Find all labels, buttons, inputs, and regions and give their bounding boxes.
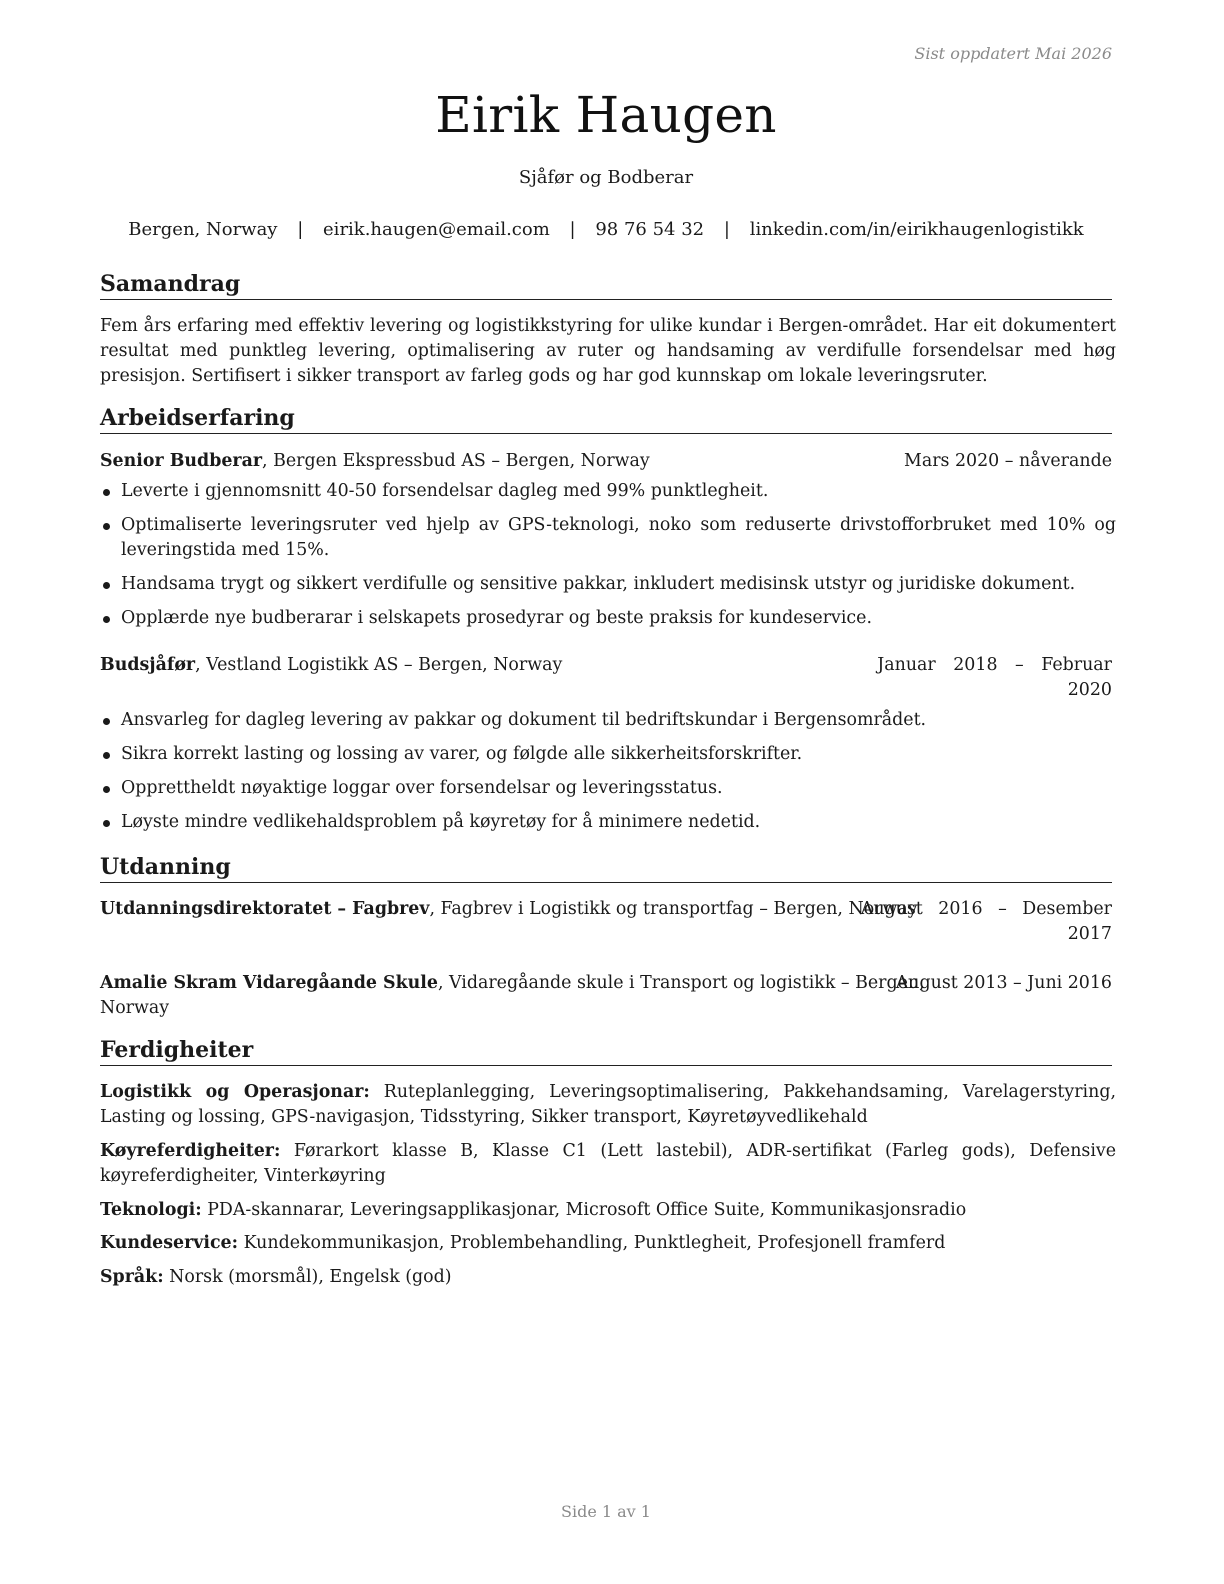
education-title-line [100, 971, 925, 1021]
skill-text: Kundekommunikasjon, Problembehandling, Punktlegheit, Profesjonell framferd [238, 1233, 946, 1253]
bullet-text: Ansvarleg for dagleg levering av pakkar og dokument til bedriftskundar i Bergensområdet. [121, 710, 927, 730]
education-entry [100, 897, 1112, 947]
bullet-icon [103, 718, 110, 725]
education-school: Utdanningsdirektoratet – Fagbrev [100, 899, 430, 919]
education-detail: , Vidaregåande skule i Transport og logistikk – Bergen, [437, 973, 925, 993]
bullet-icon [103, 489, 110, 496]
resume-page [100, 0, 1116, 1584]
candidate-name: Eirik Haugen [435, 86, 777, 144]
skill-text: Norsk (morsmål), Engelsk (god) [163, 1267, 452, 1287]
section-title-summary: Samandrag [100, 270, 1112, 300]
job-company: , Vestland Logistikk AS – Bergen, Norway [195, 655, 563, 675]
job-dates [877, 653, 1112, 703]
job-dates-line: Januar 2018 – Februar [877, 655, 1112, 675]
job-header [100, 653, 1112, 703]
skill-text: PDA-skannarar, Leveringsapplikasjonar, Microsoft Office Suite, Kommunikasjonsradio [201, 1200, 967, 1220]
education-dates [861, 897, 1112, 947]
page-number: Side 1 av 1 [561, 1502, 651, 1521]
contact-separator: | [297, 219, 304, 240]
list-item [100, 810, 1116, 835]
job-position: Senior Budberar [100, 451, 263, 471]
list-item [100, 572, 1116, 597]
skill-label: Kundeservice: [100, 1233, 239, 1253]
bullet-icon [103, 820, 110, 827]
list-item [100, 606, 1116, 631]
job-title-line [100, 449, 650, 474]
skill-row [100, 1231, 1116, 1256]
section-title-education: Utdanning [100, 853, 1112, 883]
skill-label: Språk: [100, 1267, 164, 1287]
bullet-text: Optimaliserte leveringsruter ved hjelp av GPS-teknologi, noko som reduserte drivstofforbruket med 10% og leveringstida med 15%. [121, 515, 1116, 560]
bullet-text: Handsama trygt og sikkert verdifulle og sensitive pakkar, inkludert medisinsk utstyr og juridiske dokument. [121, 574, 1076, 594]
skill-row [100, 1080, 1116, 1130]
bullet-icon [103, 786, 110, 793]
contact-email[interactable]: eirik.haugen@email.com [323, 219, 550, 240]
list-item [100, 776, 1116, 801]
contact-separator: | [723, 219, 730, 240]
job-dates-line: 2020 [1067, 680, 1112, 700]
education-dates: August 2013 – Juni 2016 [895, 973, 1112, 993]
contact-location: Bergen, Norway [128, 219, 278, 240]
skill-label: Logistikk og Operasjonar: [100, 1082, 370, 1102]
candidate-role: Sjåfør og Bodberar [518, 167, 694, 188]
education-school: Amalie Skram Vidaregåande Skule [100, 973, 438, 993]
skill-label: Teknologi: [100, 1200, 202, 1220]
education-title-line [100, 897, 918, 922]
job-dates: Mars 2020 – nåverande [904, 451, 1112, 471]
education-entry [100, 971, 1112, 1021]
skill-text: Førarkort klasse B, Klasse C1 (Lett lastebil), ADR-sertifikat (Farleg gods), Defensive køyreferdigheiter, Vinterkøyring [100, 1141, 1116, 1186]
bullet-icon [103, 752, 110, 759]
section-title-skills: Ferdigheiter [100, 1036, 1112, 1066]
bullet-text: Løyste mindre vedlikehaldsproblem på køyretøy for å minimere nedetid. [121, 812, 761, 832]
contact-line [100, 219, 1112, 240]
bullet-text: Opplærde nye budberarar i selskapets prosedyrar og beste praksis for kundeservice. [121, 608, 872, 628]
list-item [100, 513, 1116, 563]
bullet-icon [103, 582, 110, 589]
bullet-icon [103, 523, 110, 530]
education-dates-line: August 2016 – Desember [860, 899, 1112, 919]
skill-label: Køyreferdigheiter: [100, 1141, 281, 1161]
job-bullets [100, 708, 1116, 844]
section-title-experience: Arbeidserfaring [100, 404, 1112, 434]
job-title-line [100, 653, 562, 678]
summary-text: Fem års erfaring med effektiv levering og logistikkstyring for ulike kundar i Bergen-området. Har eit dokumentert resultat med punktleg levering, optimalisering av ruter og handsaming av verdifulle forsendelsar med høg presisjon. Sertifisert i sikker transport av farleg gods og har god kunnskap om lokale leveringsruter. [100, 316, 1116, 386]
list-item [100, 742, 1116, 767]
bullet-text: Opprettheldt nøyaktige loggar over forsendelsar og leveringsstatus. [121, 778, 723, 798]
list-item [100, 479, 1116, 504]
job-bullets [100, 479, 1116, 640]
bullet-icon [103, 616, 110, 623]
contact-separator: | [569, 219, 576, 240]
skill-row [100, 1265, 1116, 1290]
skill-text: Ruteplanlegging, Leveringsoptimalisering, Pakkehandsaming, Varelagerstyring, Lasting og lossing, GPS-navigasjon, Tidsstyring, Sikker transport, Køyretøyvedlikehald [100, 1082, 1116, 1127]
skill-row [100, 1139, 1116, 1189]
job-header [100, 449, 1112, 474]
list-item [100, 708, 1116, 733]
education-detail: , Fagbrev i Logistikk og transportfag – Bergen, Norway [429, 899, 918, 919]
bullet-text: Sikra korrekt lasting og lossing av varer, og følgde alle sikkerheitsforskrifter. [121, 744, 803, 764]
job-position: Budsjåfør [100, 655, 196, 675]
contact-phone: 98 76 54 32 [595, 219, 705, 240]
job-company: , Bergen Ekspressbud AS – Bergen, Norway [262, 451, 650, 471]
contact-linkedin[interactable]: linkedin.com/in/eirikhaugenlogistikk [749, 219, 1084, 240]
education-dates-line: 2017 [1067, 924, 1112, 944]
last-updated: Sist oppdatert Mai 2026 [914, 44, 1112, 63]
education-detail: Norway [100, 998, 170, 1018]
skill-row [100, 1198, 1116, 1223]
bullet-text: Leverte i gjennomsnitt 40-50 forsendelsar dagleg med 99% punktlegheit. [121, 481, 769, 501]
